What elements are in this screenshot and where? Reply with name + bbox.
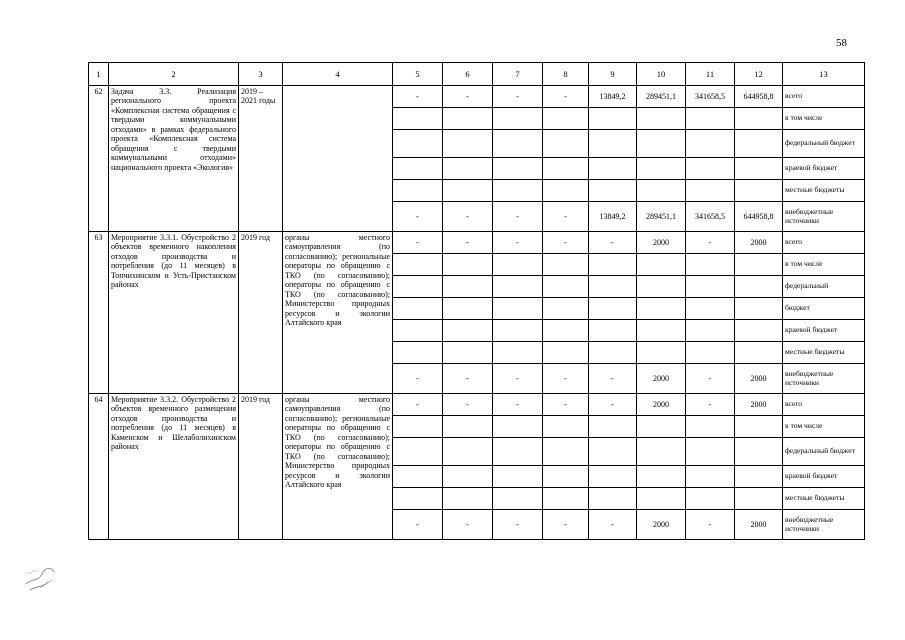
value-cell	[735, 254, 783, 276]
value-cell	[589, 276, 637, 298]
row-number: 63	[89, 232, 109, 394]
value-cell	[686, 342, 735, 364]
task-executor	[283, 86, 393, 232]
header-cell: 1	[89, 63, 109, 86]
value-cell	[393, 180, 443, 202]
value-cell: 289451,1	[637, 86, 686, 108]
header-cell: 12	[735, 63, 783, 86]
value-cell	[543, 416, 589, 438]
value-cell	[735, 298, 783, 320]
funding-source: всего	[783, 232, 865, 254]
value-cell	[637, 488, 686, 510]
funding-source: в том числе	[783, 254, 865, 276]
value-cell	[735, 276, 783, 298]
value-cell: 289451,1	[637, 202, 686, 232]
funding-source: местные бюджеты	[783, 488, 865, 510]
value-cell	[589, 342, 637, 364]
value-cell	[589, 438, 637, 466]
value-cell	[637, 254, 686, 276]
value-cell	[443, 298, 493, 320]
value-cell	[543, 298, 589, 320]
value-cell	[637, 438, 686, 466]
value-cell	[686, 438, 735, 466]
value-cell: 644958,8	[735, 202, 783, 232]
value-cell	[393, 298, 443, 320]
header-cell: 5	[393, 63, 443, 86]
value-cell: -	[493, 232, 543, 254]
value-cell	[493, 320, 543, 342]
value-cell	[735, 488, 783, 510]
funding-source: внебюджетные источники	[783, 202, 865, 232]
value-cell: -	[493, 364, 543, 394]
funding-source: федеральный	[783, 276, 865, 298]
value-cell	[637, 342, 686, 364]
value-cell: -	[393, 510, 443, 540]
header-cell: 9	[589, 63, 637, 86]
value-cell: -	[493, 394, 543, 416]
signature-mark	[22, 560, 58, 596]
value-cell: 2000	[637, 232, 686, 254]
value-cell	[393, 320, 443, 342]
value-cell	[589, 416, 637, 438]
value-cell: -	[443, 364, 493, 394]
value-cell: -	[686, 394, 735, 416]
value-cell: 2000	[637, 394, 686, 416]
value-cell	[686, 276, 735, 298]
value-cell	[493, 466, 543, 488]
value-cell	[637, 298, 686, 320]
table-row	[89, 394, 865, 416]
value-cell	[686, 466, 735, 488]
value-cell	[443, 130, 493, 158]
value-cell: -	[443, 86, 493, 108]
page-number: 58	[836, 37, 847, 49]
value-cell: 13849,2	[589, 86, 637, 108]
funding-source: всего	[783, 394, 865, 416]
task-name: Мероприятие 3.3.1. Обустройство 2 объектов временного накопления отходов производства и потребления (до 11 месяцев) в Топчихинском и Усть-Пристанском районах	[109, 232, 239, 394]
table-row	[89, 86, 865, 108]
value-cell	[393, 130, 443, 158]
value-cell: -	[543, 364, 589, 394]
value-cell: -	[393, 86, 443, 108]
value-cell: 2000	[735, 394, 783, 416]
funding-source: бюджет	[783, 298, 865, 320]
header-cell: 4	[283, 63, 393, 86]
header-cell: 3	[239, 63, 283, 86]
value-cell	[637, 466, 686, 488]
header-cell: 2	[109, 63, 239, 86]
value-cell: -	[443, 394, 493, 416]
value-cell	[735, 342, 783, 364]
value-cell	[735, 108, 783, 130]
value-cell	[686, 130, 735, 158]
row-number: 62	[89, 86, 109, 232]
value-cell	[493, 298, 543, 320]
funding-source: федеральный бюджет	[783, 438, 865, 466]
value-cell: -	[443, 510, 493, 540]
value-cell	[686, 254, 735, 276]
value-cell	[443, 320, 493, 342]
value-cell	[493, 416, 543, 438]
value-cell	[735, 438, 783, 466]
value-cell: 2000	[637, 510, 686, 540]
value-cell: 2000	[637, 364, 686, 394]
value-cell	[589, 130, 637, 158]
value-cell	[543, 488, 589, 510]
value-cell	[443, 108, 493, 130]
funding-source: федеральный бюджет	[783, 130, 865, 158]
value-cell	[686, 158, 735, 180]
value-cell: 2000	[735, 364, 783, 394]
funding-source: всего	[783, 86, 865, 108]
value-cell	[686, 488, 735, 510]
table-row	[89, 232, 865, 254]
value-cell: -	[493, 510, 543, 540]
value-cell	[589, 180, 637, 202]
funding-source: в том числе	[783, 108, 865, 130]
value-cell: -	[543, 232, 589, 254]
header-cell: 11	[686, 63, 735, 86]
value-cell: -	[443, 232, 493, 254]
value-cell	[393, 416, 443, 438]
task-name: Задача 3.3. Реализация регионального проекта «Комплексная система обращения с твердыми коммунальными отходами» в рамках федерального проекта «Комплексная система обращения с твердыми коммунальными отходами» национального проекта «Экология»	[109, 86, 239, 232]
value-cell: 13849,2	[589, 202, 637, 232]
program-table	[88, 62, 865, 540]
value-cell	[589, 466, 637, 488]
header-row	[89, 63, 865, 86]
value-cell	[393, 158, 443, 180]
value-cell	[493, 108, 543, 130]
value-cell: -	[543, 86, 589, 108]
value-cell	[393, 488, 443, 510]
header-cell: 10	[637, 63, 686, 86]
value-cell	[493, 254, 543, 276]
task-executor: органы местного самоуправления (по согласованию); региональные операторы по обращению с ТКО (по согласованию); операторы по обращению с ТКО (по согласованию); Министерство природных ресурсов и экологии Алтайского края	[283, 232, 393, 394]
value-cell	[443, 438, 493, 466]
value-cell	[735, 416, 783, 438]
value-cell	[443, 416, 493, 438]
value-cell: 341658,5	[686, 202, 735, 232]
funding-source: краевой бюджет	[783, 158, 865, 180]
header-cell: 13	[783, 63, 865, 86]
value-cell	[637, 276, 686, 298]
value-cell	[543, 320, 589, 342]
value-cell	[443, 342, 493, 364]
value-cell: -	[443, 202, 493, 232]
task-period: 2019 год	[239, 232, 283, 394]
value-cell: 2000	[735, 510, 783, 540]
funding-source: краевой бюджет	[783, 466, 865, 488]
funding-source: внебюджетные источники	[783, 510, 865, 540]
value-cell: -	[589, 364, 637, 394]
header-cell: 8	[543, 63, 589, 86]
value-cell	[493, 130, 543, 158]
value-cell: 2000	[735, 232, 783, 254]
value-cell	[637, 320, 686, 342]
value-cell	[589, 158, 637, 180]
value-cell: -	[589, 510, 637, 540]
value-cell: -	[686, 510, 735, 540]
value-cell: 341658,5	[686, 86, 735, 108]
value-cell: 644958,8	[735, 86, 783, 108]
value-cell	[493, 180, 543, 202]
value-cell	[443, 488, 493, 510]
value-cell	[589, 298, 637, 320]
value-cell	[686, 298, 735, 320]
funding-source: местные бюджеты	[783, 180, 865, 202]
value-cell: -	[589, 394, 637, 416]
value-cell	[443, 180, 493, 202]
value-cell: -	[393, 364, 443, 394]
task-period: 2019 год	[239, 394, 283, 540]
value-cell: -	[543, 202, 589, 232]
value-cell: -	[543, 394, 589, 416]
funding-source: внебюджетные источники	[783, 364, 865, 394]
value-cell: -	[393, 202, 443, 232]
value-cell	[493, 438, 543, 466]
task-period: 2019 – 2021 годы	[239, 86, 283, 232]
value-cell	[589, 254, 637, 276]
value-cell	[637, 180, 686, 202]
value-cell	[493, 158, 543, 180]
value-cell: -	[493, 86, 543, 108]
value-cell: -	[589, 232, 637, 254]
header-cell: 6	[443, 63, 493, 86]
value-cell	[637, 416, 686, 438]
value-cell	[543, 438, 589, 466]
value-cell	[493, 276, 543, 298]
value-cell	[543, 466, 589, 488]
value-cell	[589, 320, 637, 342]
task-executor: органы местного самоуправления (по согласованию); региональные операторы по обращению с ТКО (по согласованию); операторы по обращению с ТКО (по согласованию); Министерство природных ресурсов и экологии Алтайского края	[283, 394, 393, 540]
value-cell	[686, 108, 735, 130]
value-cell	[735, 180, 783, 202]
value-cell: -	[493, 202, 543, 232]
value-cell	[393, 276, 443, 298]
value-cell	[443, 276, 493, 298]
value-cell	[393, 342, 443, 364]
value-cell	[493, 342, 543, 364]
value-cell	[543, 130, 589, 158]
value-cell: -	[686, 232, 735, 254]
value-cell	[393, 254, 443, 276]
value-cell: -	[393, 232, 443, 254]
value-cell	[543, 180, 589, 202]
value-cell	[735, 130, 783, 158]
value-cell	[589, 108, 637, 130]
value-cell	[443, 158, 493, 180]
value-cell	[735, 466, 783, 488]
value-cell	[393, 438, 443, 466]
value-cell	[393, 466, 443, 488]
value-cell	[637, 108, 686, 130]
value-cell	[686, 416, 735, 438]
value-cell	[637, 158, 686, 180]
value-cell	[543, 158, 589, 180]
funding-source: в том числе	[783, 416, 865, 438]
value-cell	[543, 108, 589, 130]
funding-source: местные бюджеты	[783, 342, 865, 364]
value-cell	[393, 108, 443, 130]
funding-source: краевой бюджет	[783, 320, 865, 342]
value-cell	[543, 276, 589, 298]
value-cell: -	[543, 510, 589, 540]
value-cell	[589, 488, 637, 510]
value-cell	[543, 254, 589, 276]
value-cell	[493, 488, 543, 510]
value-cell: -	[686, 364, 735, 394]
task-name: Мероприятие 3.3.2. Обустройство 2 объектов временного размещения отходов производства и потребления (до 11 месяцев) в Каменском и Шелаболихинском районах	[109, 394, 239, 540]
value-cell	[686, 180, 735, 202]
value-cell	[735, 158, 783, 180]
header-cell: 7	[493, 63, 543, 86]
row-number: 64	[89, 394, 109, 540]
value-cell	[686, 320, 735, 342]
value-cell	[443, 466, 493, 488]
value-cell	[543, 342, 589, 364]
value-cell	[637, 130, 686, 158]
value-cell: -	[393, 394, 443, 416]
value-cell	[443, 254, 493, 276]
value-cell	[735, 320, 783, 342]
